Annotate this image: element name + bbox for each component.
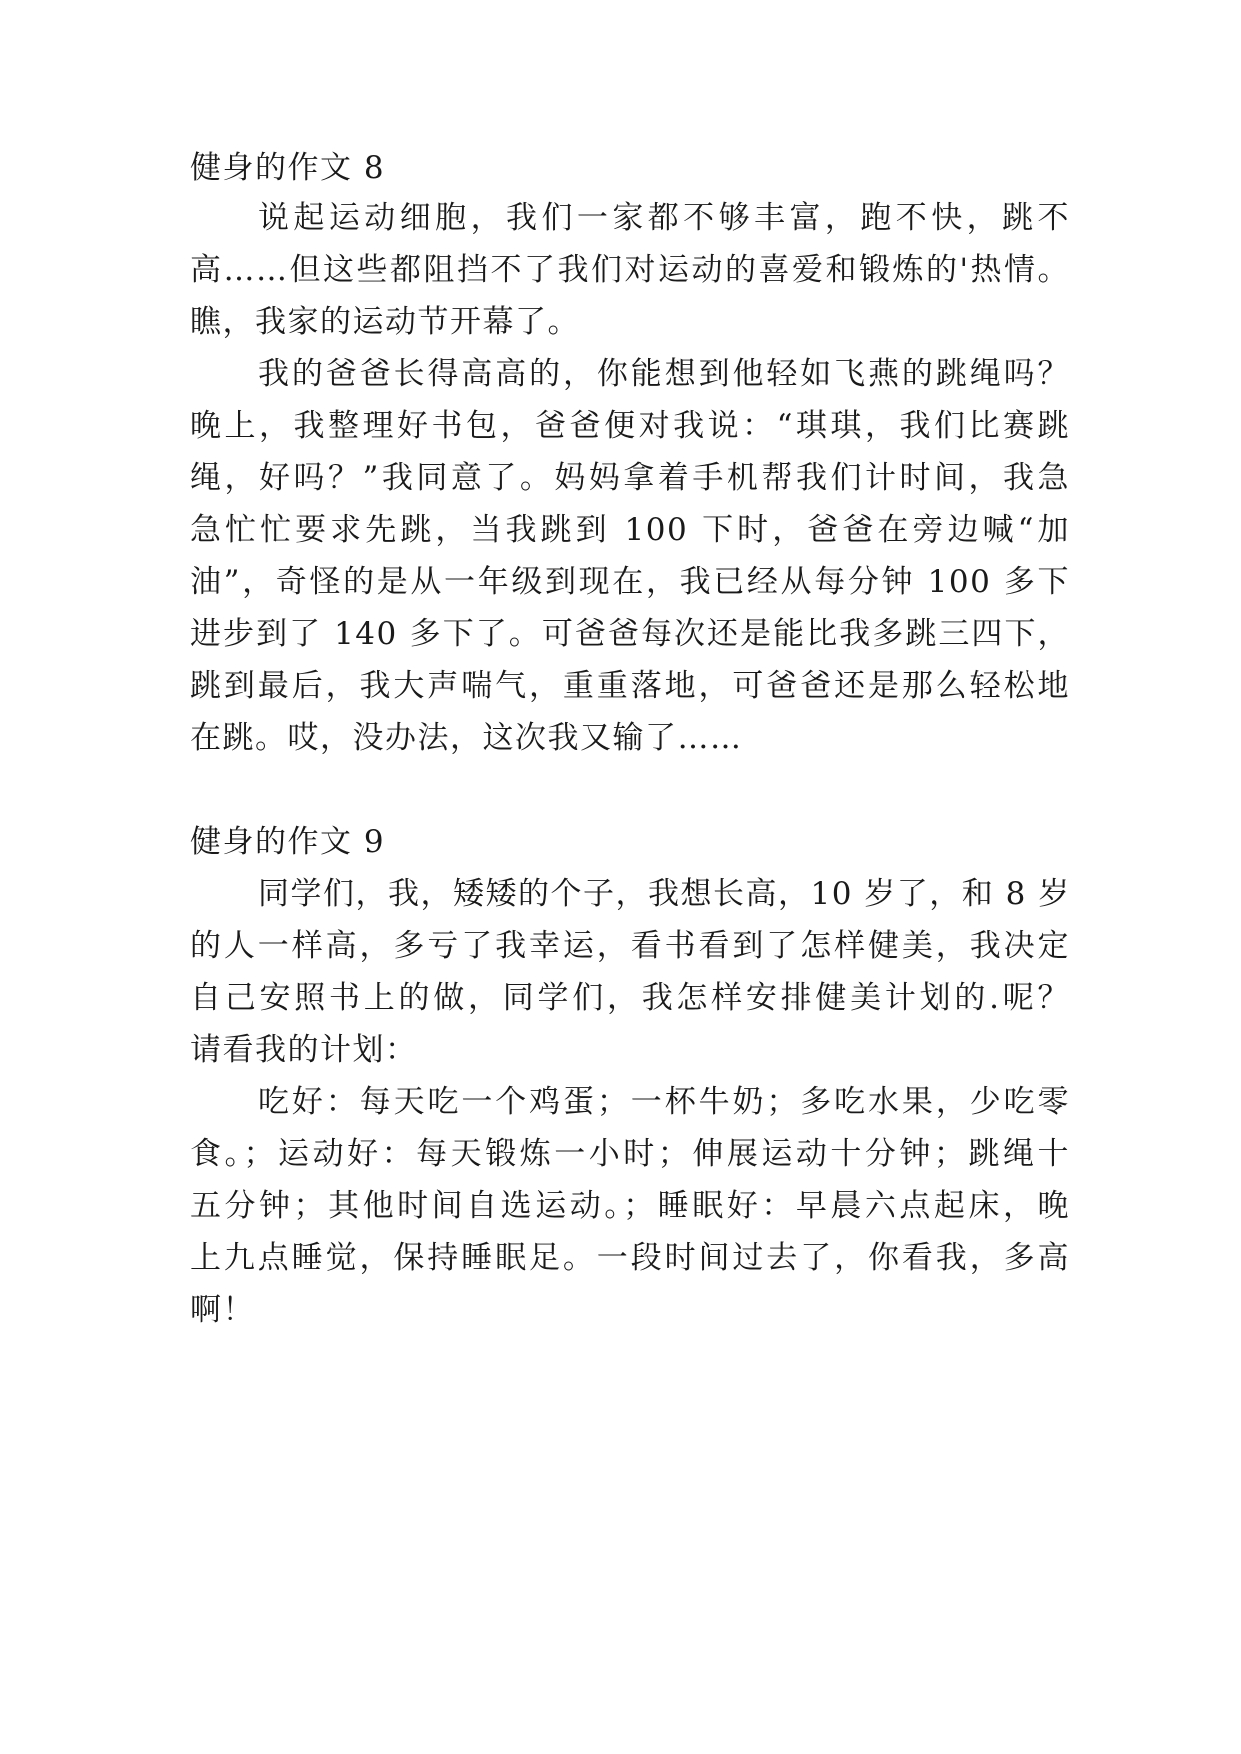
paragraph-line: 高……但这些都阻挡不了我们对运动的喜爱和锻炼的'热情。: [190, 252, 1070, 288]
paragraph-line: 进步到了 140 多下了。可爸爸每次还是能比我多跳三四下，: [190, 616, 1070, 652]
paragraph-line: 同学们，我，矮矮的个子，我想长高，10 岁了，和 8 岁: [258, 876, 1071, 912]
paragraph-line: 的人一样高，多亏了我幸运，看书看到了怎样健美，我决定: [190, 928, 1070, 964]
essay-title: 健身的作文 8: [190, 150, 386, 186]
paragraph-line: 请看我的计划：: [190, 1032, 418, 1068]
paragraph-line: 绳，好吗？”我同意了。妈妈拿着手机帮我们计时间，我急: [190, 460, 1070, 496]
paragraph-line: 在跳。哎，没办法，这次我又输了……: [190, 720, 743, 756]
paragraph-line: 瞧，我家的运动节开幕了。: [190, 304, 580, 340]
paragraph-line: 上九点睡觉，保持睡眠足。一段时间过去了，你看我，多高: [190, 1240, 1070, 1276]
paragraph-line: 啊！: [190, 1292, 255, 1328]
essay-title: 健身的作文 9: [190, 824, 386, 860]
paragraph-line: 说起运动细胞，我们一家都不够丰富，跑不快，跳不: [258, 200, 1070, 236]
paragraph-line: 自己安照书上的做，同学们，我怎样安排健美计划的.呢？: [190, 980, 1070, 1016]
paragraph-line: 食。；运动好：每天锻炼一小时；伸展运动十分钟；跳绳十: [190, 1136, 1070, 1172]
paragraph-line: 急忙忙要求先跳，当我跳到 100 下时，爸爸在旁边喊“加: [190, 512, 1070, 548]
paragraph-line: 吃好：每天吃一个鸡蛋；一杯牛奶；多吃水果，少吃零: [258, 1084, 1070, 1120]
paragraph-line: 晚上，我整理好书包，爸爸便对我说：“琪琪，我们比赛跳: [190, 408, 1070, 444]
paragraph-line: 跳到最后，我大声喘气，重重落地，可爸爸还是那么轻松地: [190, 668, 1070, 704]
paragraph-line: 油”，奇怪的是从一年级到现在，我已经从每分钟 100 多下: [190, 564, 1070, 600]
paragraph-line: 我的爸爸长得高高的，你能想到他轻如飞燕的跳绳吗？: [258, 356, 1070, 392]
paragraph-line: 五分钟；其他时间自选运动。；睡眠好：早晨六点起床，晚: [190, 1188, 1070, 1224]
